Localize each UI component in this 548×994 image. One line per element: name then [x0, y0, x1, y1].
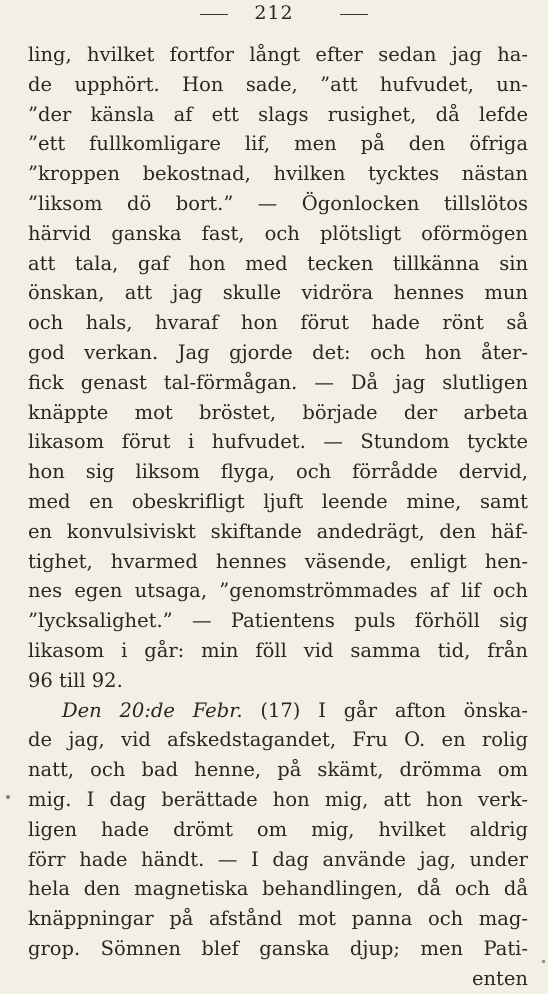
- text-line: ”lycksalighet.” — Patientens puls förhöll sig: [28, 609, 528, 633]
- page-header: [0, 2, 548, 26]
- page-body: [28, 40, 528, 994]
- page-number: 212: [254, 2, 294, 24]
- text-line: härvid ganska fast, och plötsligt oförmögen: [28, 221, 528, 245]
- text-line: natt, och bad henne, på skämt, drömma om: [28, 758, 528, 782]
- text-line: de upphört. Hon sade, ”att hufvudet, un-: [28, 72, 528, 96]
- text-line: knäppte mot bröstet, började der arbeta: [28, 400, 528, 424]
- text-line: med en obeskrifligt ljuft leende mine, samt: [28, 489, 528, 513]
- entry-date: Den 20:de Febr.: [62, 698, 243, 722]
- text-line: hon sig liksom flyga, och förrådde dervid,: [28, 460, 528, 484]
- text-line: fick genast tal-förmågan. — Då jag slutligen: [28, 370, 528, 394]
- text-line: ling, hvilket fortfor långt efter sedan jag ha-: [28, 43, 528, 66]
- text-line: och hals, hvaraf hon förut hade rönt så: [28, 311, 528, 335]
- text-line: knäppningar på afstånd mot panna och mag-: [28, 907, 528, 931]
- text-line: önskan, att jag skulle vidröra hennes mun: [28, 281, 528, 305]
- catchword: enten: [471, 966, 528, 990]
- text-line: mig. I dag berättade hon mig, att hon verk-: [28, 787, 528, 811]
- text-line: likasom förut i hufvudet. — Stundom tyckte: [28, 430, 528, 454]
- text-line: ligen hade drömt om mig, hvilket aldrig: [28, 817, 528, 841]
- text-line: en konvulsiviskt skiftande andedrägt, den häf-: [28, 519, 528, 543]
- text-line: nes egen utsaga, ”genomströmmades af lif och: [28, 579, 528, 603]
- text-line: likasom i går: min föll vid samma tid, från: [28, 638, 528, 662]
- text-line: att tala, gaf hon med tecken tillkänna sin: [28, 251, 528, 275]
- text-line: ”ett fullkomligare lif, men på den öfriga: [28, 132, 528, 156]
- header-dash-right: [340, 14, 368, 15]
- paper-speck: [542, 960, 545, 963]
- paragraph-first-line: [28, 696, 528, 726]
- text-line: förr hade händt. — I dag använde jag, under: [28, 847, 528, 871]
- margin-mark: [6, 795, 10, 799]
- text-line: 96 till 92.: [28, 668, 123, 692]
- text-line: hela den magnetiska behandlingen, då och då: [28, 877, 528, 901]
- text-line: de jag, vid afskedstagandet, Fru O. en rolig: [28, 728, 528, 752]
- text-line: ”liksom dö bort.” — Ögonlocken tillslötos: [28, 191, 528, 215]
- text-line: grop. Sömnen blef ganska djup; men Pati-: [28, 936, 528, 960]
- text-line: god verkan. Jag gjorde det: och hon åter-: [28, 340, 528, 364]
- text-line: ”der känsla af ett slags rusighet, då lefde: [28, 102, 528, 126]
- first-line-rest: (17) I går afton önska-: [242, 698, 528, 722]
- text-line: tighet, hvarmed hennes väsende, enligt hen-: [28, 549, 528, 573]
- text-line: ”kroppen bekostnad, hvilken tycktes nästan: [28, 162, 528, 186]
